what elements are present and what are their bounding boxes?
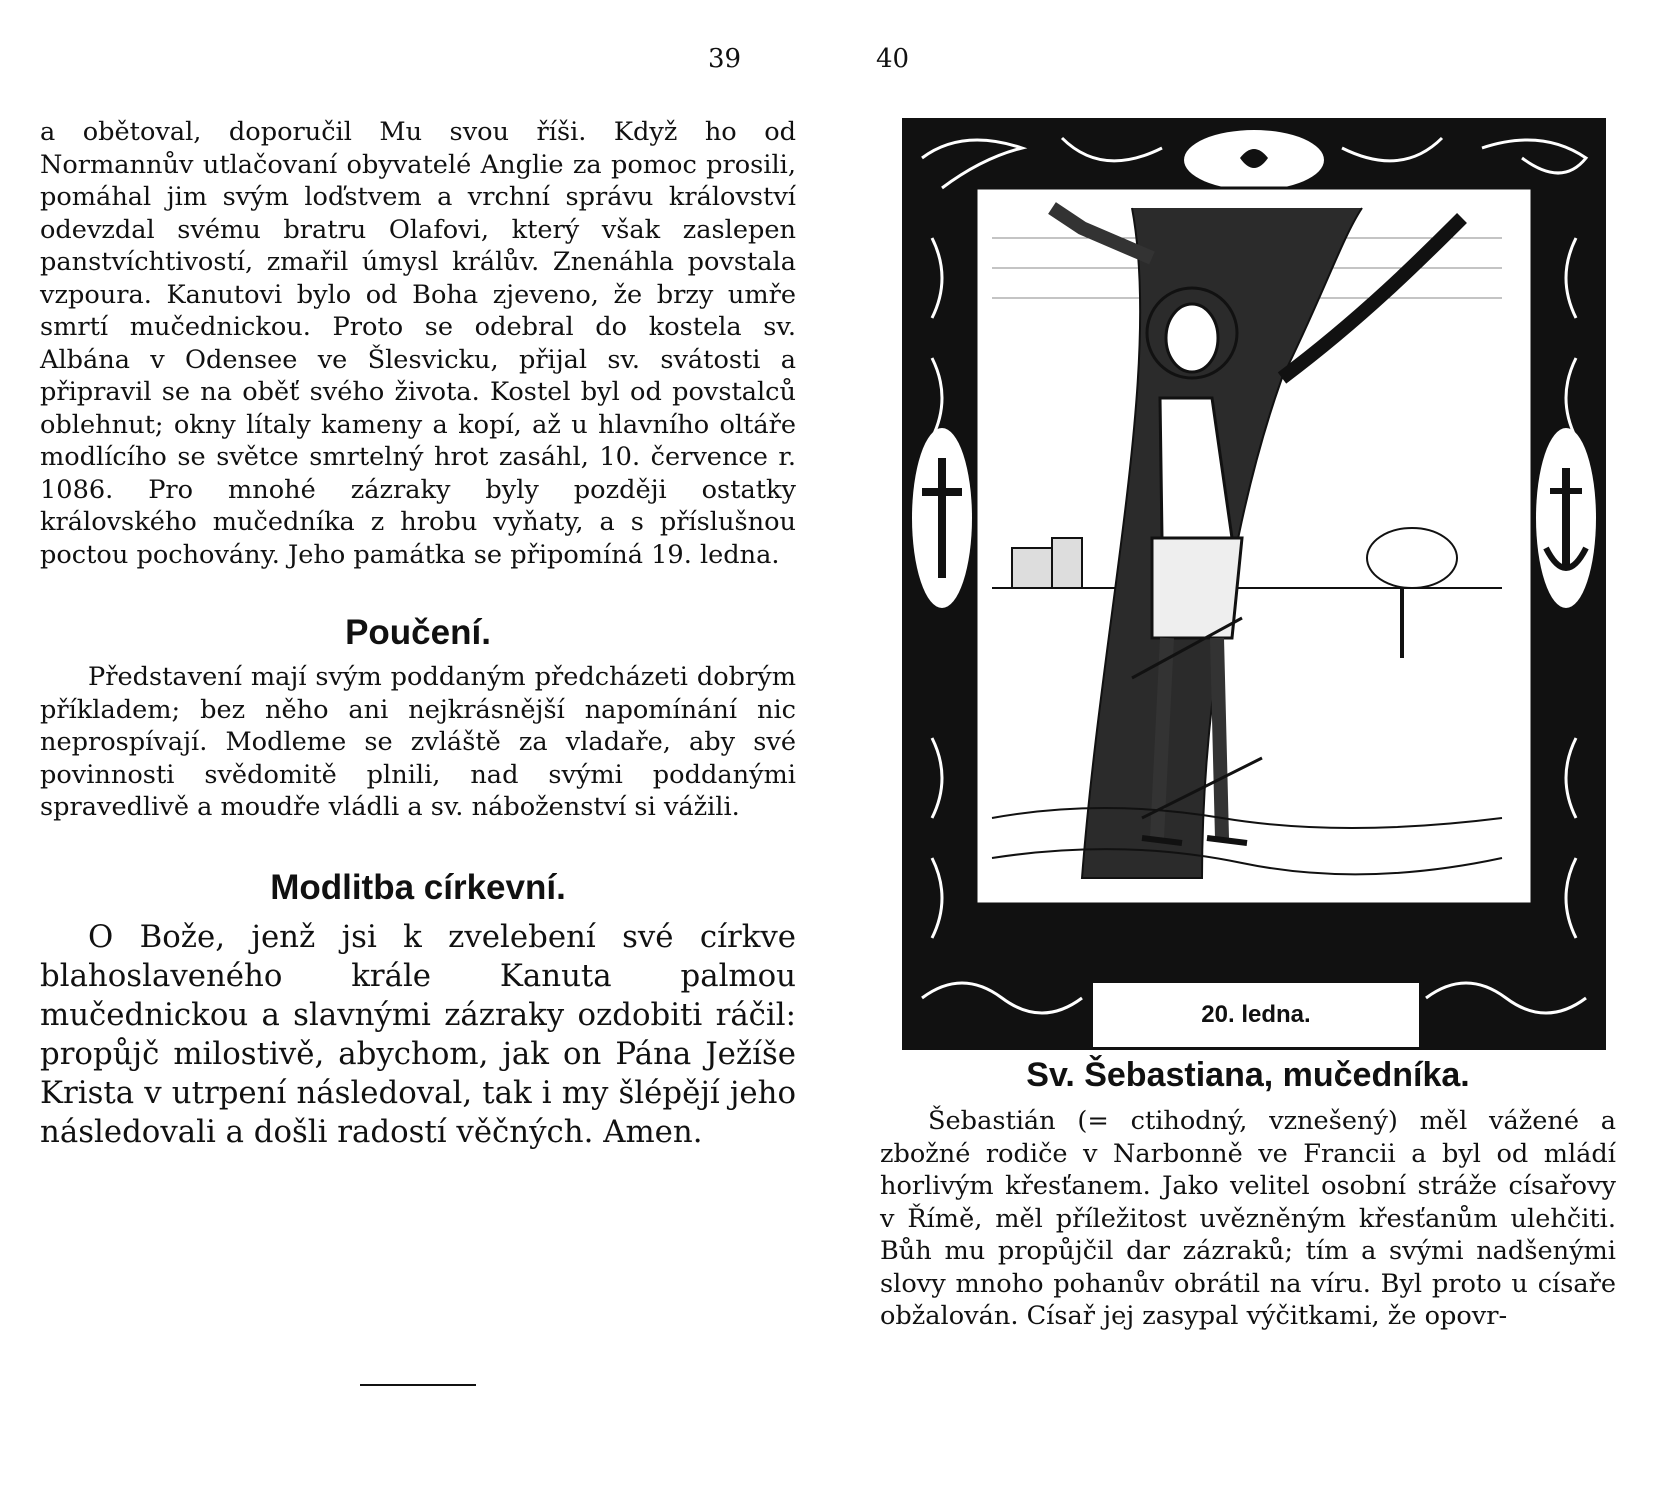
saint-sebastian-illustration [902,118,1606,1050]
page-number-left: 39 [708,44,742,74]
cross-emblem [912,428,972,608]
left-page-column [40,116,796,1152]
page-number-right: 40 [876,44,910,74]
illustration-caption: 20. ledna. [1093,980,1419,1047]
end-rule [360,1384,476,1386]
anchor-emblem [1536,428,1596,608]
lesson-paragraph: Představení mají svým poddaným předcházeti dobrým příkladem; bez něho ani nejkrásnější napomínání nic neprospívají. Modleme se zvláště za vladaře, aby své povinnosti svědomitě plnili, nad svými poddanými spravedlivě a moudře vládli a sv. náboženství si vážili. [40,662,796,822]
prayer-paragraph: O Bože, jenž jsi k zvelebení své církve blahoslaveného krále Kanuta palmou mučednickou a slavnými zázraky ozdobiti ráčil: propůjč milostivě, abychom, jak on Pána Ježíše Krista v utrpení následoval, tak i my šlépějí jeho následovali a došli radostí věčných. Amen. [40,918,796,1150]
lesson-heading: Poučení. [345,613,491,652]
intro-paragraph: a obětoval, doporučil Mu svou říši. Když ho od Normannův utlačovaní obyvatelé Anglie za pomoc prosili, pomáhal jim svým loďstvem a vrchní správu království odevzdal svému bratru Olafovi, který však zaslepen panstvíchtivostí, zmařil úmysl králův. Znenáhla povstala vzpoura. Kanutovi bylo od Boha zjeveno, že brzy umře smrtí mučednickou. Proto se odebral do kostela sv. Albána v Odensee ve Šlesvicku, přijal sv. svátosti a připravil se na oběť svého života. Kostel byl od povstalců oblehnut; okny lítaly kameny a kopí, až u hlavního oltáře modlícího se světce smrtelný hrot zasáhl, 10. července r. 1086. Pro mnohé zázraky byly později ostatky královského mučedníka z hrobu vyňaty, a s příslušnou poctou pochovány. Jeho památka se připomíná 19. ledna. [40,117,796,570]
prayer-heading: Modlitba církevní. [270,867,566,907]
right-page-column [880,1056,1616,1333]
sacred-heart-emblem [1184,130,1324,190]
saint-heading: Sv. Šebastiana, mučedníka. [1026,1056,1470,1094]
saint-paragraph: Šebastián (= ctihodný, vznešený) měl vážené a zbožné rodiče v Narbonně ve Francii a byl od mládí horlivým křesťanem. Jako velitel osobní stráže císařovy v Římě, měl příležitost uvězněným křesťanům ulehčiti. Bůh mu propůjčil dar zázraků; tím a svými nadšenými slovy mnoho pohanův obrátil na víru. Byl proto u císaře obžalován. Císař jej zasypal výčitkami, že opovr- [880,1106,1616,1331]
illustration-plate [902,118,1606,1050]
